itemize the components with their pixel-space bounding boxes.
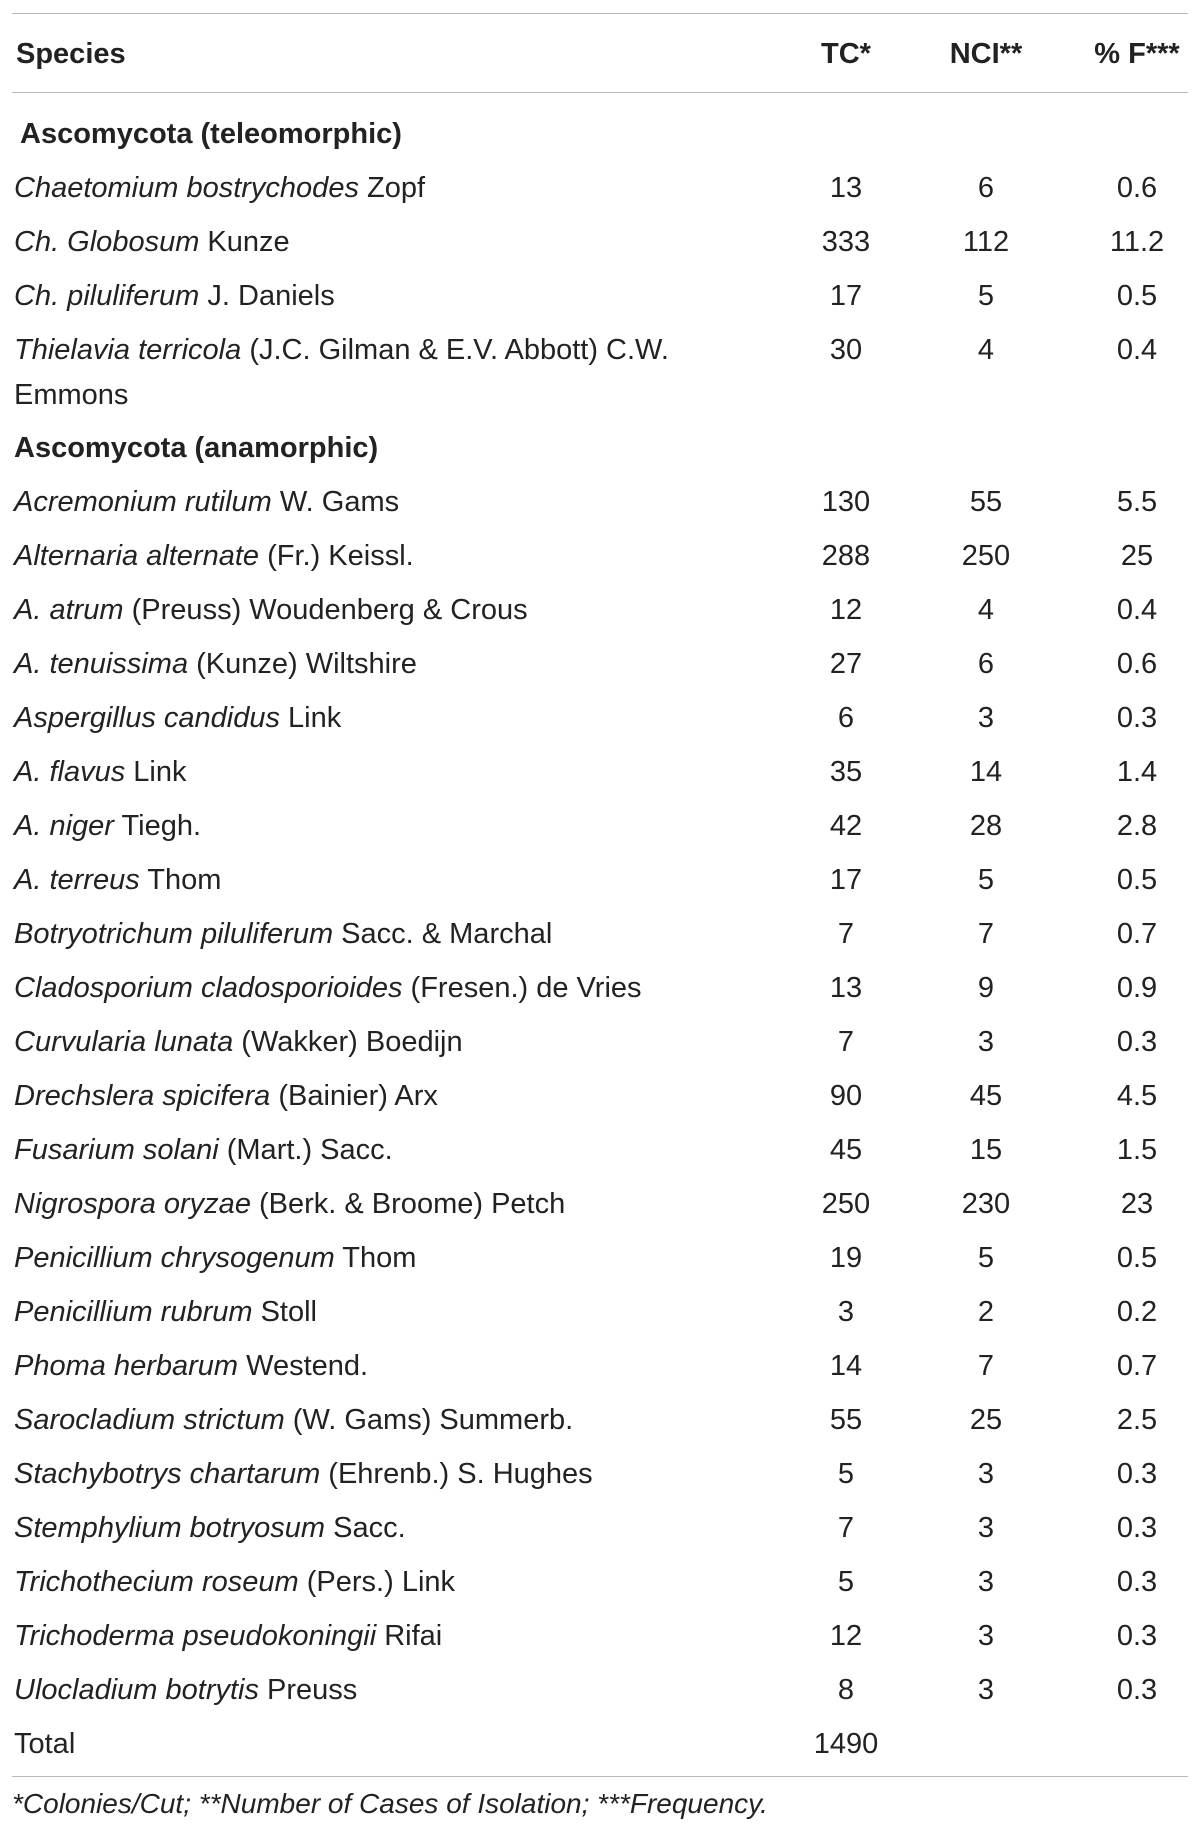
species-cell bbox=[14, 1182, 774, 1227]
nci-cell: 7 bbox=[977, 1350, 995, 1382]
species-cell bbox=[14, 588, 774, 633]
nci-cell: 3 bbox=[977, 1620, 995, 1652]
species-name: Trichothecium roseum bbox=[14, 1566, 299, 1598]
species-name: Curvularia lunata bbox=[14, 1026, 234, 1058]
table-row bbox=[0, 216, 1200, 270]
tc-cell: 5 bbox=[837, 1566, 855, 1598]
species-name: Trichoderma pseudokoningii bbox=[14, 1620, 377, 1652]
species-cell bbox=[14, 328, 774, 418]
tc-cell: 333 bbox=[821, 226, 871, 258]
group-heading-anamorphic bbox=[0, 422, 1200, 476]
species-name: Fusarium solani bbox=[14, 1134, 219, 1166]
nci-cell: 4 bbox=[977, 594, 995, 626]
frequency-cell: 0.5 bbox=[1116, 864, 1158, 896]
species-author-continued: Emmons bbox=[14, 379, 129, 411]
species-cell bbox=[14, 1074, 774, 1119]
species-cell bbox=[14, 1236, 774, 1281]
total-tc-cell: 1490 bbox=[813, 1728, 879, 1760]
table-row bbox=[0, 746, 1200, 800]
frequency-cell: 2.8 bbox=[1116, 810, 1158, 842]
frequency-cell: 0.3 bbox=[1116, 1620, 1158, 1652]
tc-cell: 27 bbox=[829, 648, 863, 680]
nci-cell: 15 bbox=[969, 1134, 1003, 1166]
species-author: Zopf bbox=[358, 172, 426, 204]
tc-cell: 8 bbox=[837, 1674, 855, 1706]
table-row bbox=[0, 1448, 1200, 1502]
species-name: Stachybotrys chartarum bbox=[14, 1458, 321, 1490]
table-row bbox=[0, 962, 1200, 1016]
group-heading-label: Ascomycota (teleomorphic) bbox=[20, 118, 402, 150]
species-cell bbox=[14, 480, 774, 525]
table-row bbox=[0, 1286, 1200, 1340]
total-row bbox=[0, 1718, 1200, 1772]
group-heading-teleomorphic bbox=[0, 108, 1200, 162]
species-author: (Bainier) Arx bbox=[270, 1080, 438, 1112]
table-row bbox=[0, 1124, 1200, 1178]
species-name: Thielavia terricola bbox=[14, 334, 242, 366]
tc-cell: 42 bbox=[829, 810, 863, 842]
nci-cell: 5 bbox=[977, 1242, 995, 1274]
species-author: Thom bbox=[139, 864, 222, 896]
frequency-cell: 1.5 bbox=[1116, 1134, 1158, 1166]
table-row bbox=[0, 1232, 1200, 1286]
tc-cell: 7 bbox=[837, 918, 855, 950]
species-author: (Wakker) Boedijn bbox=[233, 1026, 463, 1058]
species-name: Penicillium chrysogenum bbox=[14, 1242, 335, 1274]
tc-cell: 5 bbox=[837, 1458, 855, 1490]
nci-cell: 3 bbox=[977, 1512, 995, 1544]
table-row bbox=[0, 530, 1200, 584]
tc-cell: 3 bbox=[837, 1296, 855, 1328]
nci-cell: 25 bbox=[969, 1404, 1003, 1436]
species-author: Tiegh. bbox=[113, 810, 202, 842]
tc-cell: 130 bbox=[821, 486, 871, 518]
table-row bbox=[0, 1664, 1200, 1718]
species-name: Ch. piluliferum bbox=[14, 280, 200, 312]
table-row bbox=[0, 1178, 1200, 1232]
table-row bbox=[0, 476, 1200, 530]
tc-cell: 6 bbox=[837, 702, 855, 734]
species-name: A. tenuissima bbox=[14, 648, 189, 680]
tc-cell: 17 bbox=[829, 864, 863, 896]
species-author: Sacc. bbox=[325, 1512, 406, 1544]
nci-cell: 3 bbox=[977, 1458, 995, 1490]
table-row bbox=[0, 1394, 1200, 1448]
frequency-cell: 0.7 bbox=[1116, 1350, 1158, 1382]
species-name: Nigrospora oryzae bbox=[14, 1188, 251, 1220]
species-author: Link bbox=[279, 702, 342, 734]
species-name: Penicillium rubrum bbox=[14, 1296, 253, 1328]
species-cell bbox=[14, 750, 774, 795]
tc-cell: 17 bbox=[829, 280, 863, 312]
frequency-cell: 1.4 bbox=[1116, 756, 1158, 788]
nci-cell: 5 bbox=[977, 864, 995, 896]
species-name: Sarocladium strictum bbox=[14, 1404, 285, 1436]
tc-cell: 35 bbox=[829, 756, 863, 788]
table-row bbox=[0, 1340, 1200, 1394]
tc-cell: 13 bbox=[829, 972, 863, 1004]
species-author: Kunze bbox=[199, 226, 290, 258]
table-row bbox=[0, 692, 1200, 746]
species-cell bbox=[14, 966, 774, 1011]
species-author: (Kunze) Wiltshire bbox=[188, 648, 417, 680]
species-name: Botryotrichum piluliferum bbox=[14, 918, 334, 950]
nci-cell: 7 bbox=[977, 918, 995, 950]
frequency-cell: 0.3 bbox=[1116, 702, 1158, 734]
species-author: Stoll bbox=[252, 1296, 317, 1328]
nci-cell: 5 bbox=[977, 280, 995, 312]
species-name: A. niger bbox=[14, 810, 114, 842]
species-author: (Preuss) Woudenberg & Crous bbox=[123, 594, 528, 626]
table-row bbox=[0, 638, 1200, 692]
frequency-cell: 25 bbox=[1120, 540, 1154, 572]
table-bottom-rule bbox=[12, 1776, 1188, 1777]
frequency-cell: 5.5 bbox=[1116, 486, 1158, 518]
tc-cell: 19 bbox=[829, 1242, 863, 1274]
nci-cell: 14 bbox=[969, 756, 1003, 788]
frequency-cell: 0.6 bbox=[1116, 172, 1158, 204]
header-species: Species bbox=[16, 38, 126, 70]
species-author: (J.C. Gilman & E.V. Abbott) C.W. bbox=[241, 334, 669, 366]
frequency-cell: 0.6 bbox=[1116, 648, 1158, 680]
species-cell bbox=[14, 1344, 774, 1389]
table-footnote: *Colonies/Cut; **Number of Cases of Isolation; ***Frequency. bbox=[12, 1788, 768, 1819]
table-header-row bbox=[0, 13, 1200, 92]
tc-cell: 55 bbox=[829, 1404, 863, 1436]
table-row bbox=[0, 324, 1200, 422]
frequency-cell: 0.5 bbox=[1116, 1242, 1158, 1274]
species-cell bbox=[14, 696, 774, 741]
species-name: Ulocladium botrytis bbox=[14, 1674, 259, 1706]
frequency-cell: 0.3 bbox=[1116, 1026, 1158, 1058]
table-row bbox=[0, 162, 1200, 216]
total-label: Total bbox=[14, 1728, 76, 1760]
tc-cell: 30 bbox=[829, 334, 863, 366]
group-heading-label: Ascomycota (anamorphic) bbox=[14, 432, 379, 464]
frequency-cell: 0.9 bbox=[1116, 972, 1158, 1004]
table-row bbox=[0, 908, 1200, 962]
tc-cell: 12 bbox=[829, 1620, 863, 1652]
species-cell bbox=[14, 274, 774, 319]
nci-cell: 55 bbox=[969, 486, 1003, 518]
species-cell bbox=[14, 1398, 774, 1443]
frequency-cell: 4.5 bbox=[1116, 1080, 1158, 1112]
species-author: Thom bbox=[334, 1242, 417, 1274]
nci-cell: 3 bbox=[977, 1026, 995, 1058]
frequency-cell: 23 bbox=[1120, 1188, 1154, 1220]
table-row bbox=[0, 800, 1200, 854]
tc-cell: 250 bbox=[821, 1188, 871, 1220]
species-cell bbox=[14, 858, 774, 903]
species-author: Rifai bbox=[376, 1620, 443, 1652]
table-row bbox=[0, 854, 1200, 908]
species-cell bbox=[14, 534, 774, 579]
species-name: Cladosporium cladosporioides bbox=[14, 972, 403, 1004]
nci-cell: 112 bbox=[962, 226, 1010, 258]
nci-cell: 250 bbox=[961, 540, 1011, 572]
species-author: Westend. bbox=[238, 1350, 369, 1382]
species-name: Acremonium rutilum bbox=[14, 486, 272, 518]
species-author: J. Daniels bbox=[199, 280, 335, 312]
nci-cell: 3 bbox=[977, 1566, 995, 1598]
tc-cell: 13 bbox=[829, 172, 863, 204]
tc-cell: 14 bbox=[829, 1350, 863, 1382]
table-row bbox=[0, 1070, 1200, 1124]
frequency-cell: 0.3 bbox=[1116, 1566, 1158, 1598]
species-cell bbox=[14, 220, 774, 265]
nci-cell: 3 bbox=[977, 1674, 995, 1706]
header-frequency: % F*** bbox=[1094, 38, 1180, 70]
species-author: (Ehrenb.) S. Hughes bbox=[320, 1458, 593, 1490]
nci-cell: 45 bbox=[969, 1080, 1003, 1112]
species-author: (Berk. & Broome) Petch bbox=[250, 1188, 566, 1220]
frequency-cell: 0.3 bbox=[1116, 1512, 1158, 1544]
species-author: Preuss bbox=[258, 1674, 358, 1706]
nci-cell: 9 bbox=[977, 972, 995, 1004]
tc-cell: 12 bbox=[829, 594, 863, 626]
nci-cell: 2 bbox=[977, 1296, 995, 1328]
tc-cell: 7 bbox=[837, 1512, 855, 1544]
species-name: Chaetomium bostrychodes bbox=[14, 172, 359, 204]
nci-cell: 3 bbox=[977, 702, 995, 734]
table-header-rule bbox=[12, 92, 1188, 93]
species-cell bbox=[14, 1452, 774, 1497]
species-name: Phoma herbarum bbox=[14, 1350, 239, 1382]
species-cell bbox=[14, 1128, 774, 1173]
species-name: A. atrum bbox=[14, 594, 124, 626]
species-cell bbox=[14, 1560, 774, 1605]
species-author: (W. Gams) Summerb. bbox=[284, 1404, 574, 1436]
frequency-cell: 0.4 bbox=[1116, 594, 1158, 626]
species-cell bbox=[14, 166, 774, 211]
species-cell bbox=[14, 1020, 774, 1065]
frequency-cell: 11.2 bbox=[1109, 226, 1165, 258]
frequency-cell: 2.5 bbox=[1116, 1404, 1158, 1436]
frequency-cell: 0.5 bbox=[1116, 280, 1158, 312]
species-cell bbox=[14, 1668, 774, 1713]
nci-cell: 28 bbox=[969, 810, 1003, 842]
tc-cell: 45 bbox=[829, 1134, 863, 1166]
species-name: Aspergillus candidus bbox=[14, 702, 280, 734]
nci-cell: 4 bbox=[977, 334, 995, 366]
frequency-cell: 0.4 bbox=[1116, 334, 1158, 366]
header-nci: NCI** bbox=[949, 38, 1023, 70]
frequency-cell: 0.3 bbox=[1116, 1674, 1158, 1706]
frequency-cell: 0.3 bbox=[1116, 1458, 1158, 1490]
tc-cell: 288 bbox=[821, 540, 871, 572]
nci-cell: 6 bbox=[977, 172, 995, 204]
species-cell bbox=[14, 804, 774, 849]
table-row bbox=[0, 270, 1200, 324]
species-name: Ch. Globosum bbox=[14, 226, 200, 258]
species-author: (Fr.) Keissl. bbox=[259, 540, 414, 572]
species-cell bbox=[14, 1614, 774, 1659]
tc-cell: 7 bbox=[837, 1026, 855, 1058]
species-cell bbox=[14, 1290, 774, 1335]
species-name: A. flavus bbox=[14, 756, 126, 788]
species-name: A. terreus bbox=[14, 864, 140, 896]
table-row bbox=[0, 1502, 1200, 1556]
species-author: W. Gams bbox=[271, 486, 400, 518]
table-row bbox=[0, 1016, 1200, 1070]
species-cell bbox=[14, 1506, 774, 1551]
nci-cell: 6 bbox=[977, 648, 995, 680]
species-author: (Fresen.) de Vries bbox=[402, 972, 642, 1004]
table-row bbox=[0, 584, 1200, 638]
table-row bbox=[0, 1556, 1200, 1610]
frequency-cell: 0.2 bbox=[1116, 1296, 1158, 1328]
species-cell bbox=[14, 642, 774, 687]
species-author: Sacc. & Marchal bbox=[333, 918, 553, 950]
species-name: Alternaria alternate bbox=[14, 540, 260, 572]
frequency-cell: 0.7 bbox=[1116, 918, 1158, 950]
species-author: (Mart.) Sacc. bbox=[218, 1134, 393, 1166]
tc-cell: 90 bbox=[829, 1080, 863, 1112]
nci-cell: 230 bbox=[961, 1188, 1011, 1220]
table-body bbox=[0, 108, 1200, 1772]
species-author: Link bbox=[125, 756, 187, 788]
species-cell bbox=[14, 912, 774, 957]
species-author: (Pers.) Link bbox=[298, 1566, 456, 1598]
header-tc: TC* bbox=[821, 38, 871, 70]
species-name: Stemphylium botryosum bbox=[14, 1512, 326, 1544]
table-row bbox=[0, 1610, 1200, 1664]
species-name: Drechslera spicifera bbox=[14, 1080, 271, 1112]
